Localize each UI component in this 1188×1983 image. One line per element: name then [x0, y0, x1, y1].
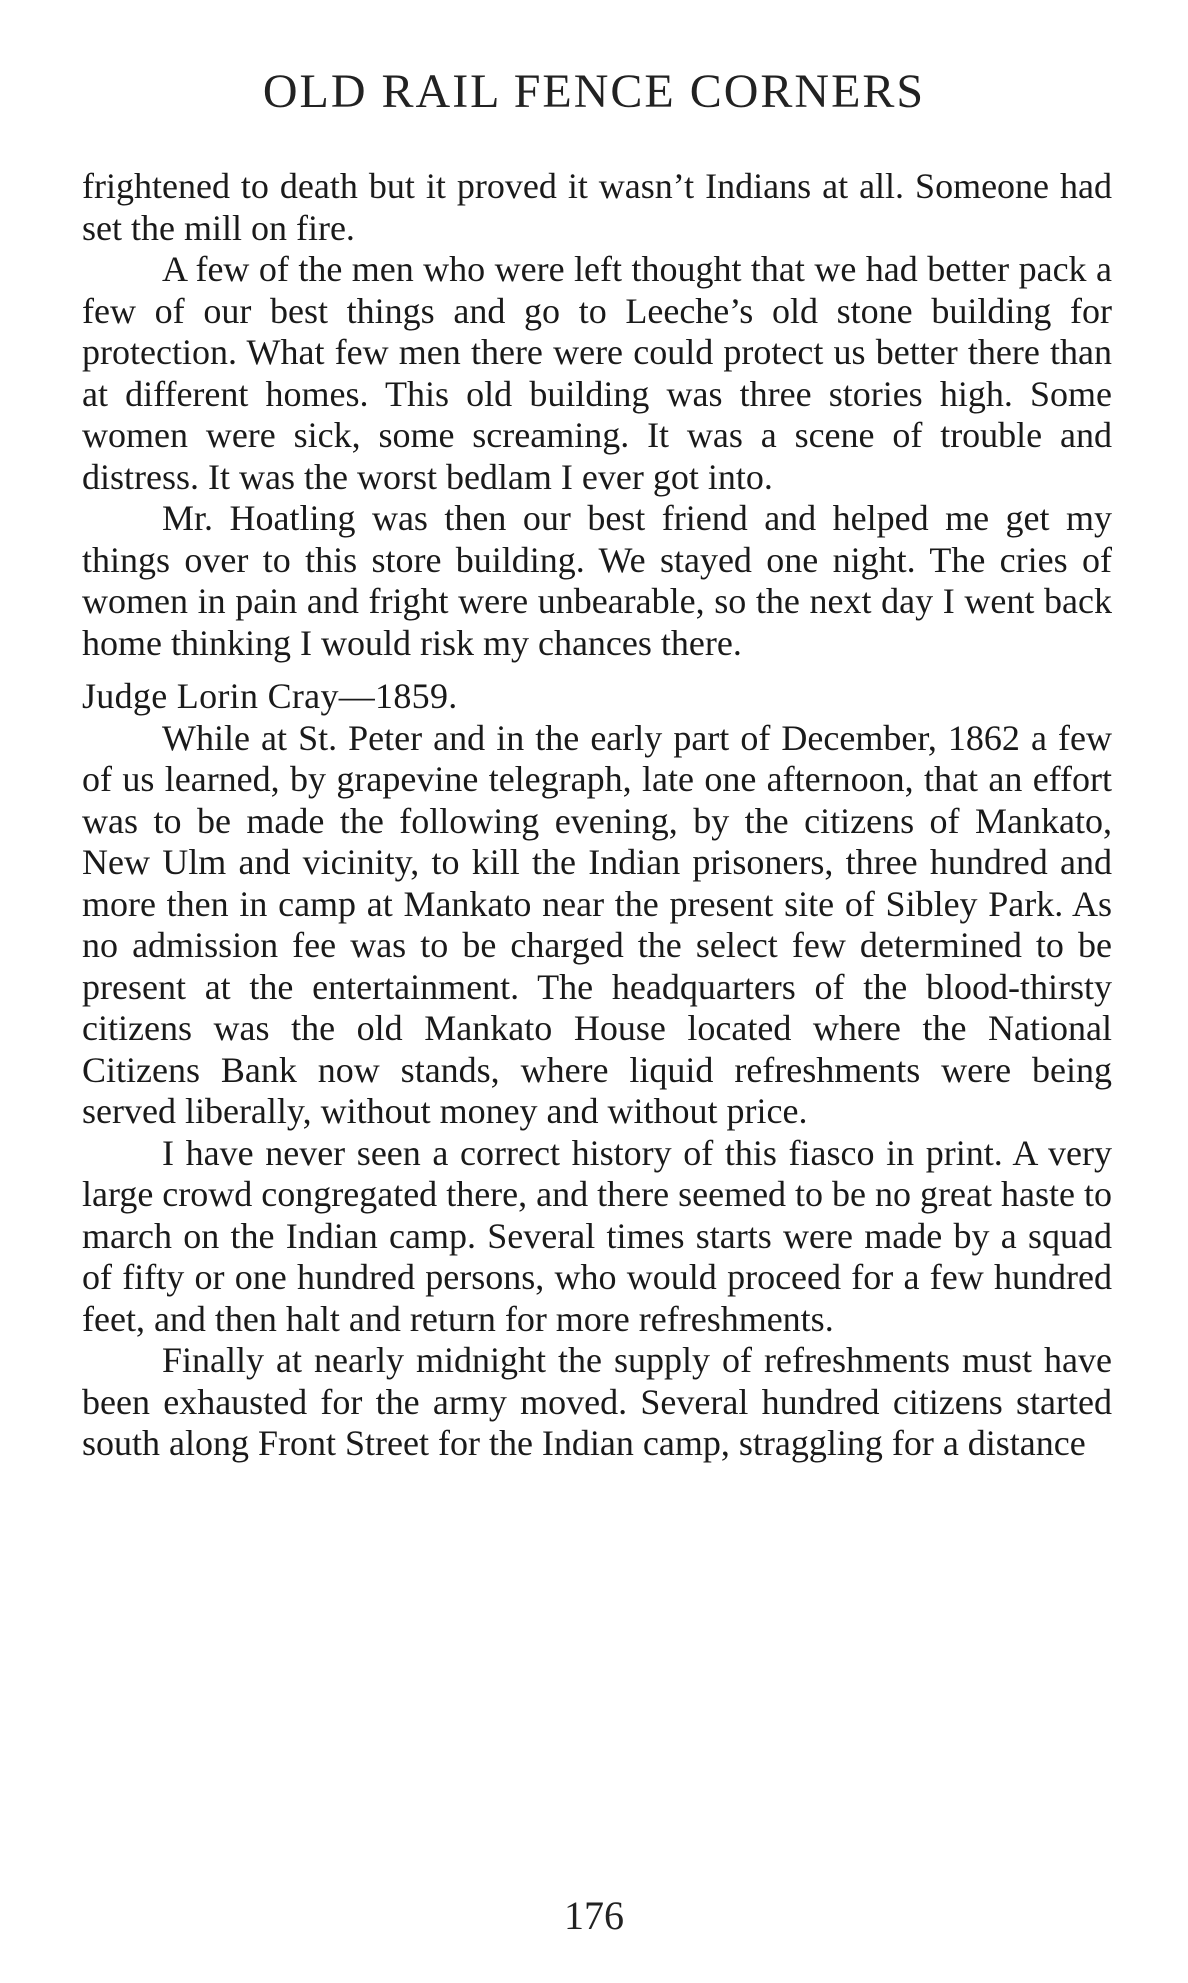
paragraph: I have never seen a correct history of this fiasco in print. A very large crowd congregated there, and there seemed to be no great haste to march on the Indian camp. Several times starts were made by a squad of fifty or one hundred persons, who would proceed for a few hundred feet, and then halt and return for more refreshments. — [82, 1132, 1112, 1339]
page-number: 176 — [564, 1893, 624, 1938]
paragraph-continuation: frightened to death but it proved it wasn’t Indians at all. Someone had set the mill on fire. — [82, 166, 1112, 248]
paragraph: Mr. Hoatling was then our best friend and helped me get my things over to this store building. We stayed one night. The cries of women in pain and fright were unbearable, so the next day I went back home thinking I would risk my chances there. — [82, 498, 1112, 663]
body-text — [82, 166, 1112, 1465]
paragraph: Finally at nearly midnight the supply of refreshments must have been exhausted for the army moved. Several hundred citizens started south along Front Street for the Indian camp, straggling for a distance — [82, 1340, 1112, 1463]
running-head-title: OLD RAIL FENCE CORNERS — [262, 65, 926, 118]
paragraph: While at St. Peter and in the early part of December, 1862 a few of us learned, by grapevine telegraph, late one afternoon, that an effort was to be made the following evening, by the citizens of Mankato, New Ulm and vicinity, to kill the Indian prisoners, three hundred and more then in camp at Mankato near the present site of Sibley Park. As no admission fee was to be charged the select few determined to be present at the entertainment. The headquarters of the blood-thirsty citizens was the old Mankato House located where the National Citizens Bank now stands, where liquid refreshments were being served liberally, without money and without price. — [82, 717, 1112, 1131]
section-heading: Judge Lorin Cray—1859. — [82, 676, 458, 716]
paragraph: A few of the men who were left thought that we had better pack a few of our best things and go to Leeche’s old stone building for protection. What few men there were could protect us better there than at different homes. This old building was three stories high. Some women were sick, some screaming. It was a scene of trouble and distress. It was the worst bedlam I ever got into. — [82, 249, 1112, 497]
